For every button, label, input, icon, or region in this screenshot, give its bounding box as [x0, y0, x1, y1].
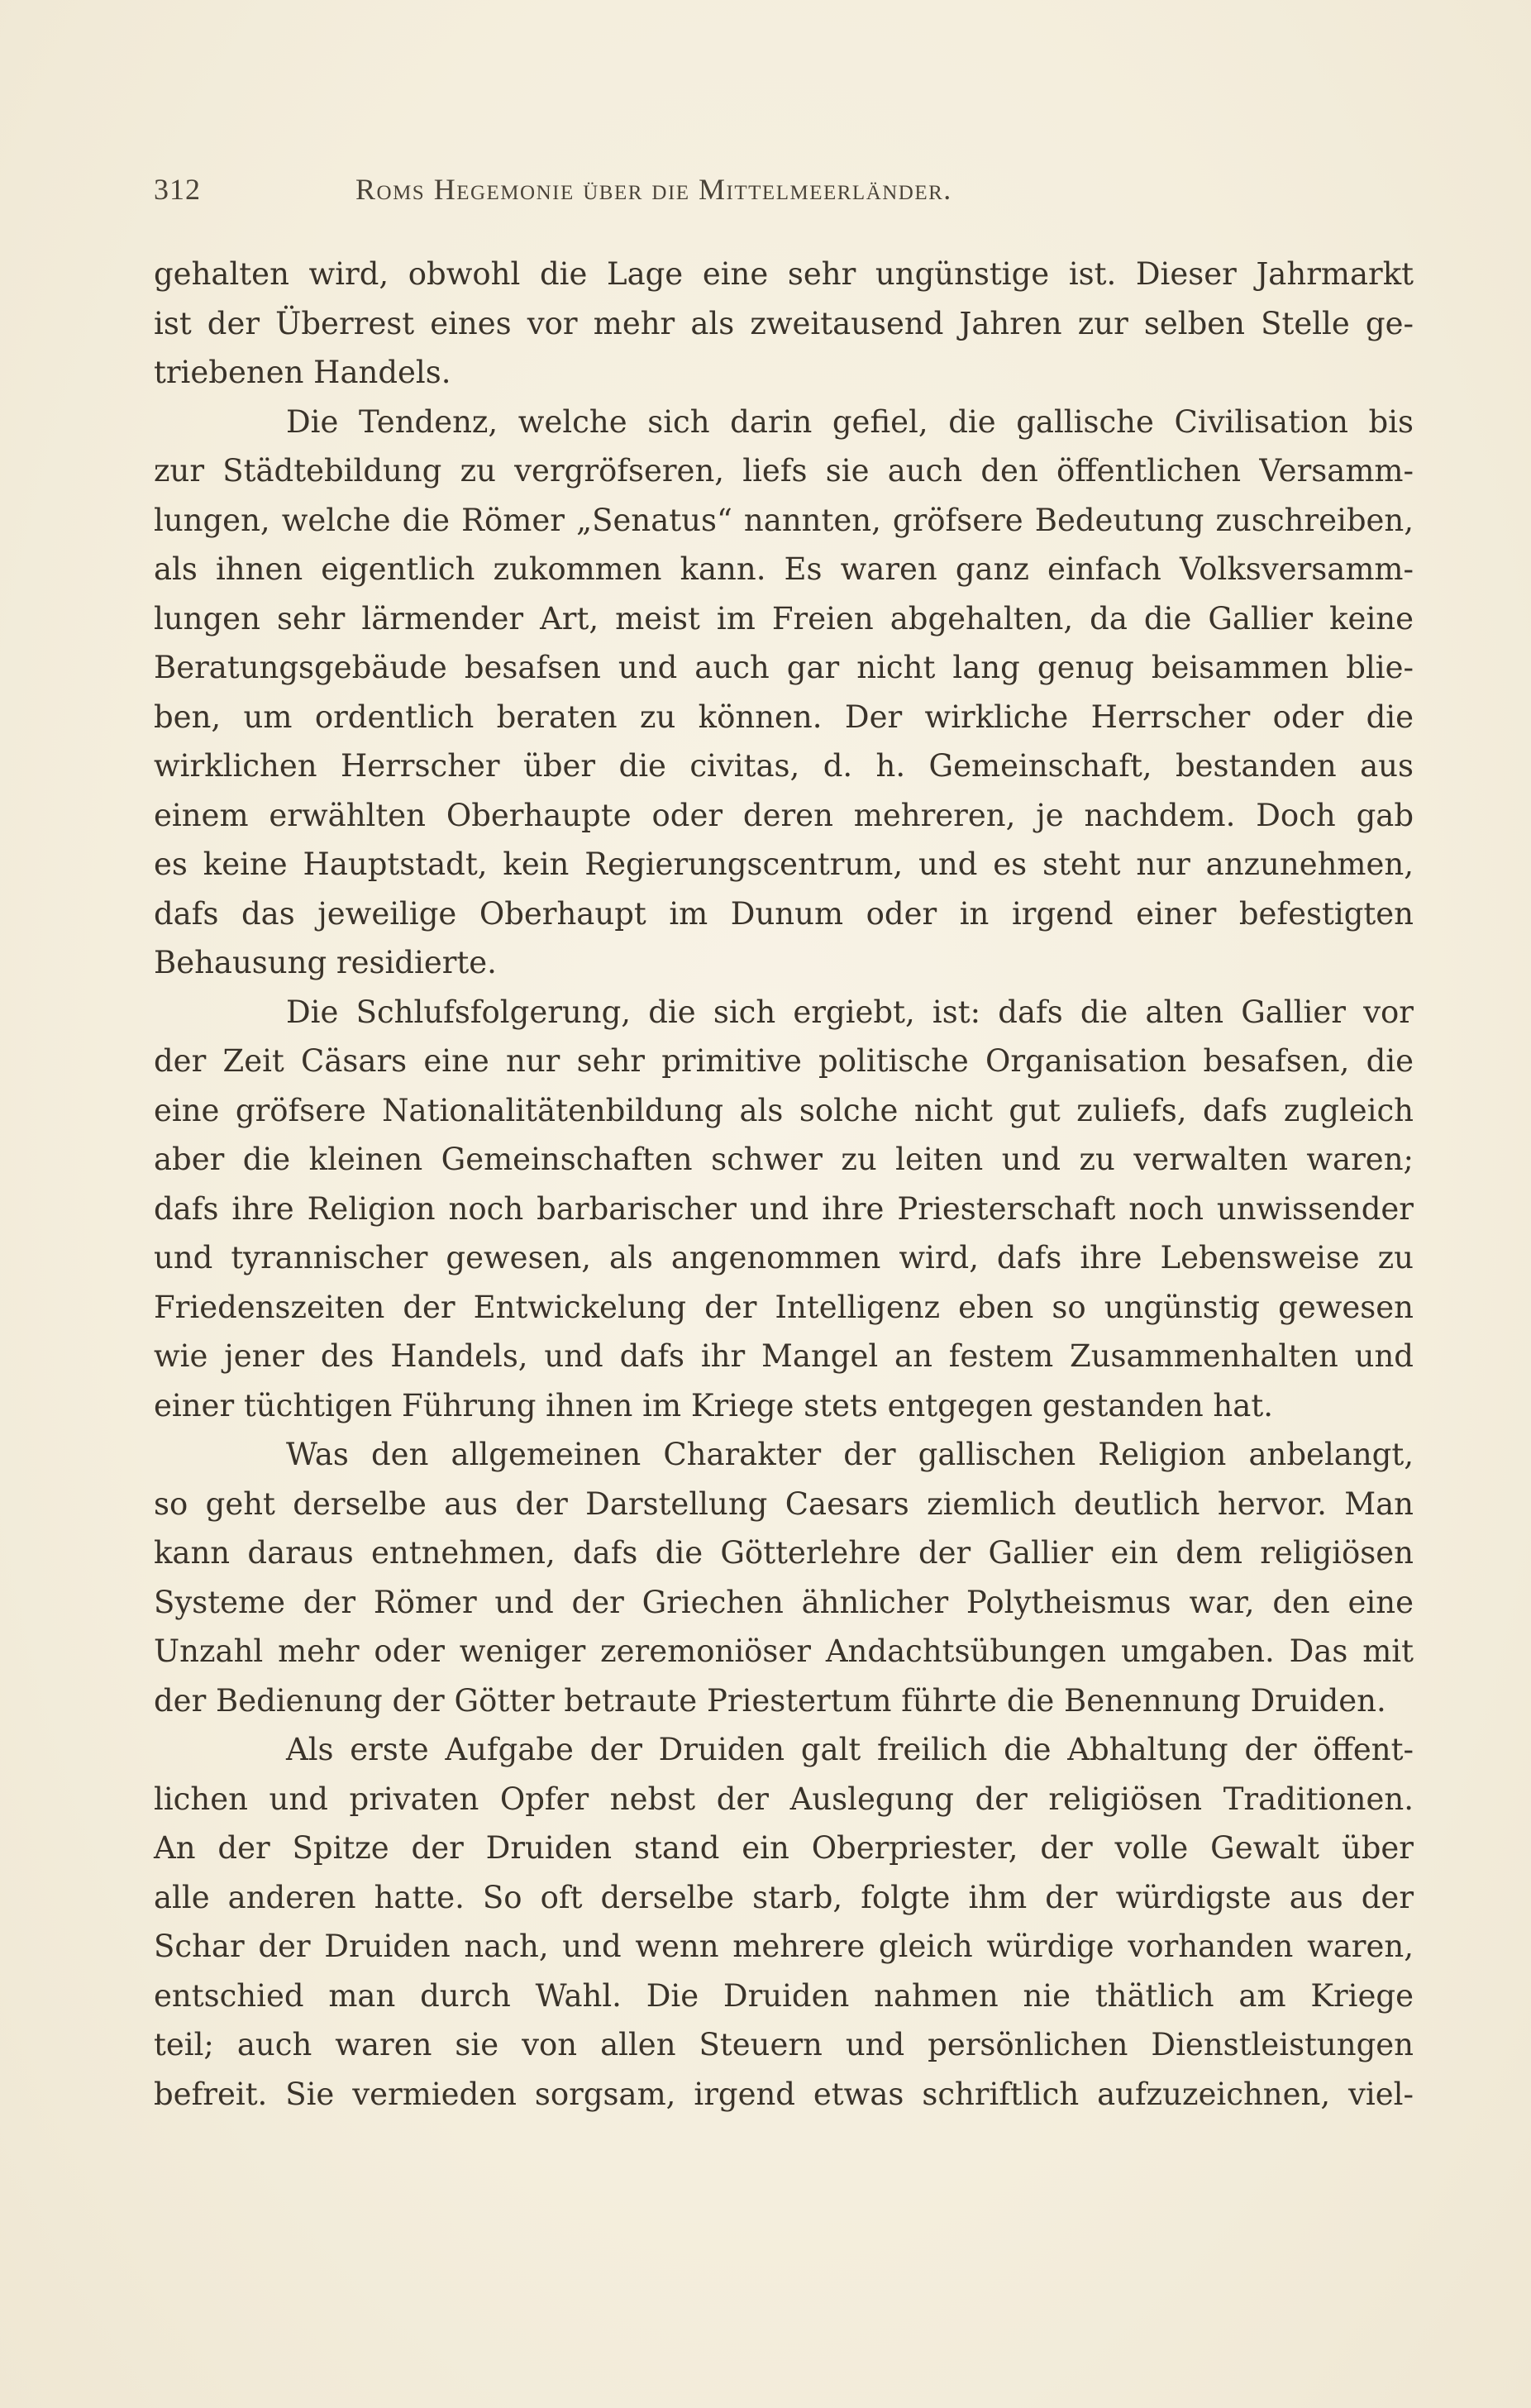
- text-line: Beratungsgebäude besafsen und auch gar nicht lang genug beisammen blie-: [154, 650, 1414, 685]
- text-line: wie jener des Handels, und dafs ihr Mangel an festem Zusammenhalten und: [154, 1338, 1414, 1374]
- text-line: ben, um ordentlich beraten zu können. Der wirkliche Herrscher oder die: [154, 699, 1414, 735]
- text-line: Schar der Druiden nach, und wenn mehrere gleich würdige vorhanden waren,: [154, 1929, 1414, 1964]
- text-line: dafs das jeweilige Oberhaupt im Dunum oder in irgend einer befestigten: [154, 895, 1414, 932]
- text-line: lichen und privaten Opfer nebst der Auslegung der religiösen Traditionen.: [154, 1781, 1414, 1817]
- text-line: befreit. Sie vermieden sorgsam, irgend etwas schriftlich aufzuzeichnen, viel-: [154, 2076, 1414, 2112]
- text-line: so geht derselbe aus der Darstellung Caesars ziemlich deutlich hervor. Man: [154, 1485, 1414, 1522]
- paragraph-first-line: Die Tendenz, welche sich darin gefiel, die gallische Civilisation bis: [286, 403, 1414, 440]
- text-line: als ihnen eigentlich zukommen kann. Es waren ganz einfach Volksversamm-: [154, 551, 1414, 587]
- text-line: einer tüchtigen Führung ihnen im Kriege stets entgegen gestanden hat.: [154, 1387, 1273, 1423]
- text-line: Friedenszeiten der Entwickelung der Intelligenz eben so ungünstig gewesen: [154, 1289, 1414, 1325]
- text-line: Systeme der Römer und der Griechen ähnlicher Polytheismus war, den eine: [154, 1584, 1414, 1620]
- page-number: 312: [154, 173, 201, 206]
- text-line: entschied man durch Wahl. Die Druiden nahmen nie thätlich am Kriege: [154, 1977, 1414, 2014]
- text-line: An der Spitze der Druiden stand ein Oberpriester, der volle Gewalt über: [154, 1830, 1414, 1866]
- text-line: ist der Überrest eines vor mehr als zweitausend Jahren zur selben Stelle ge-: [154, 305, 1414, 341]
- text-line: eine gröfsere Nationalitätenbildung als solche nicht gut zuliefs, dafs zugleich: [154, 1092, 1414, 1128]
- text-line: zur Städtebildung zu vergröfseren, liefs sie auch den öffentlichen Versamm-: [154, 453, 1414, 489]
- text-line: kann daraus entnehmen, dafs die Götterlehre der Gallier ein dem religiösen: [154, 1535, 1414, 1571]
- text-line: aber die kleinen Gemeinschaften schwer zu leiten und zu verwalten waren;: [154, 1142, 1414, 1177]
- text-line: lungen sehr lärmender Art, meist im Freien abgehalten, da die Gallier keine: [154, 600, 1414, 637]
- text-line: Behausung residierte.: [154, 945, 497, 980]
- text-line: wirklichen Herrscher über die civitas, d. h. Gemeinschaft, bestanden aus: [154, 748, 1414, 784]
- text-line: der Bedienung der Götter betraute Priestertum führte die Benennung Druiden.: [154, 1682, 1386, 1719]
- text-line: alle anderen hatte. So oft derselbe starb, folgte ihm der würdigste aus der: [154, 1879, 1414, 1915]
- text-line: lungen, welche die Römer „Senatus“ nannten, gröfsere Bedeutung zuschreiben,: [154, 502, 1414, 538]
- text-line: triebenen Handels.: [154, 355, 451, 390]
- body-text: [154, 250, 1414, 2119]
- text-line: einem erwählten Oberhaupte oder deren mehreren, je nachdem. Doch gab: [154, 797, 1414, 833]
- text-line: und tyrannischer gewesen, als angenommen wird, dafs ihre Lebensweise zu: [154, 1240, 1414, 1276]
- paragraph-first-line: Als erste Aufgabe der Druiden galt freilich die Abhaltung der öffent-: [286, 1732, 1414, 1767]
- text-line: es keine Hauptstadt, kein Regierungscentrum, und es steht nur anzunehmen,: [154, 846, 1414, 882]
- text-line: der Zeit Cäsars eine nur sehr primitive politische Organisation besafsen, die: [154, 1043, 1414, 1079]
- text-line: gehalten wird, obwohl die Lage eine sehr ungünstige ist. Dieser Jahrmarkt: [154, 256, 1414, 292]
- running-title: Roms Hegemonie über die Mittelmeerländer.: [355, 173, 952, 206]
- text-line: dafs ihre Religion noch barbarischer und ihre Priesterschaft noch unwissender: [154, 1190, 1414, 1227]
- running-head: [154, 172, 1195, 213]
- text-line: Unzahl mehr oder weniger zeremoniöser Andachtsübungen umgaben. Das mit: [154, 1633, 1414, 1669]
- text-line: teil; auch waren sie von allen Steuern und persönlichen Dienstleistungen: [154, 2027, 1414, 2062]
- paragraph-first-line: Die Schlufsfolgerung, die sich ergiebt, ist: dafs die alten Gallier vor: [286, 994, 1414, 1030]
- paragraph-first-line: Was den allgemeinen Charakter der gallischen Religion anbelangt,: [286, 1437, 1414, 1472]
